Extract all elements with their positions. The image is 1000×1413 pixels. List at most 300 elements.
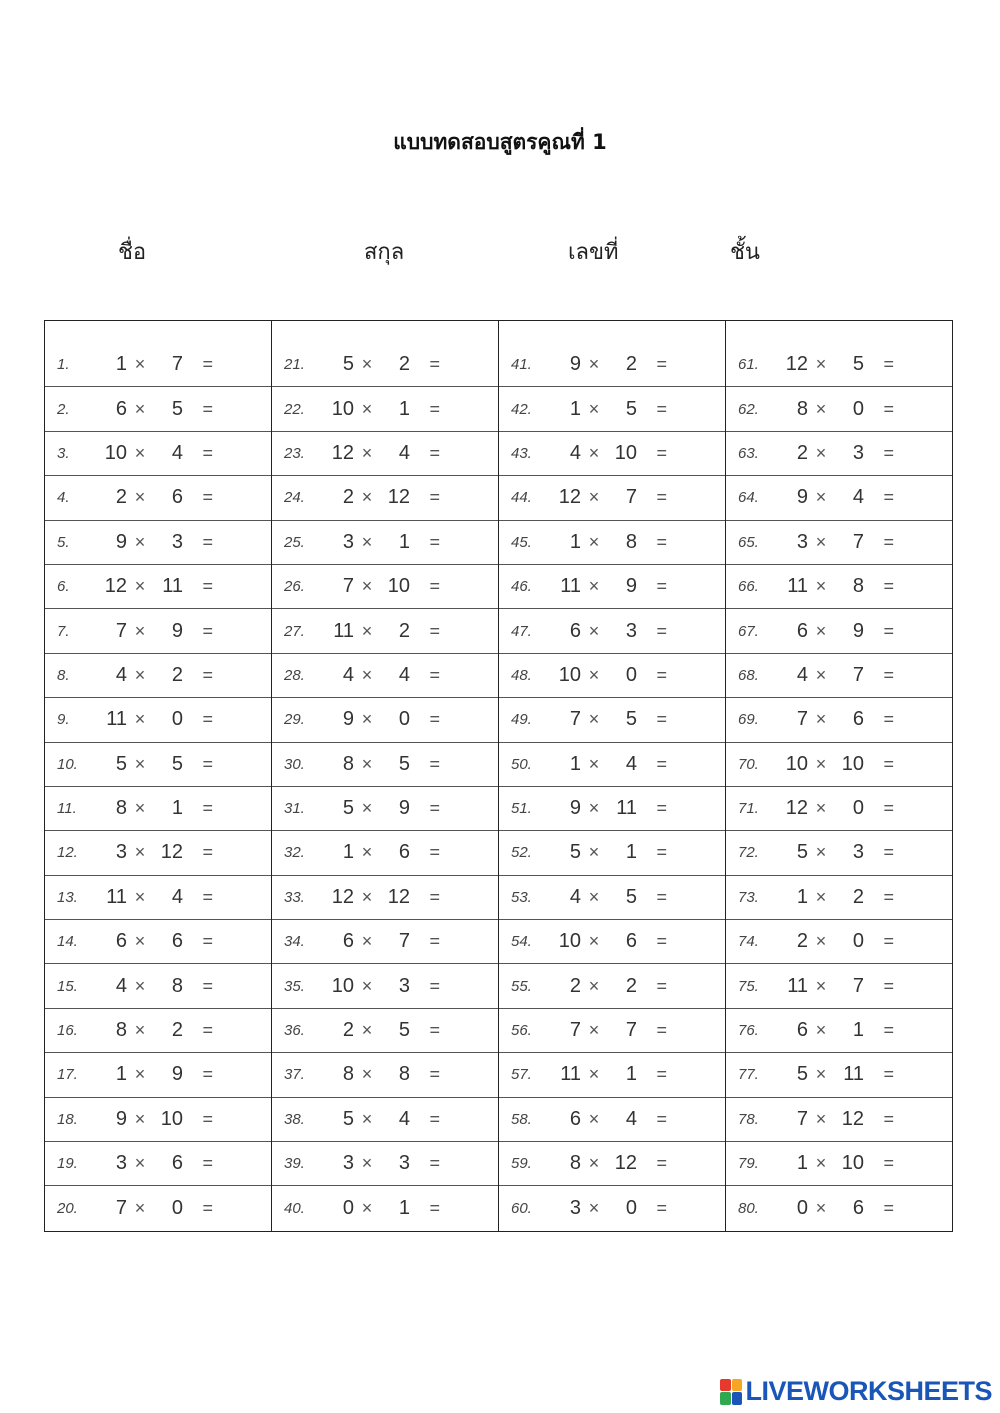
operand-a: 4	[115, 974, 127, 997]
times-sign: ×	[588, 354, 600, 375]
operand-a: 10	[558, 930, 581, 953]
operand-a: 4	[342, 663, 354, 686]
times-sign: ×	[588, 398, 600, 419]
problem-number: 14.	[57, 933, 78, 951]
problem-row	[272, 831, 498, 875]
operand-a: 10	[331, 397, 354, 420]
times-sign: ×	[588, 975, 600, 996]
times-sign: ×	[134, 753, 146, 774]
equals-sign: =	[429, 1020, 440, 1041]
equals-sign: =	[429, 842, 440, 863]
problem-row	[726, 1009, 952, 1053]
operand-a: 0	[796, 1197, 808, 1220]
problem-row	[726, 787, 952, 831]
operand-b: 8	[625, 530, 637, 553]
operand-b: 0	[398, 708, 410, 731]
problem-number: 35.	[284, 977, 305, 995]
times-sign: ×	[361, 975, 373, 996]
operand-b: 10	[841, 752, 864, 775]
problem-number: 21.	[284, 356, 305, 374]
equals-sign: =	[656, 531, 667, 552]
times-sign: ×	[134, 620, 146, 641]
problem-number: 31.	[284, 800, 305, 818]
problem-row	[272, 343, 498, 387]
equals-sign: =	[656, 1064, 667, 1085]
problem-number: 49.	[511, 711, 532, 729]
problem-number: 53.	[511, 888, 532, 906]
operand-a: 2	[569, 974, 581, 997]
operand-a: 5	[342, 1107, 354, 1130]
operand-a: 5	[796, 1063, 808, 1086]
problem-row	[499, 343, 725, 387]
problem-number: 63.	[738, 444, 759, 462]
times-sign: ×	[815, 931, 827, 952]
equals-sign: =	[202, 931, 213, 952]
operand-b: 9	[852, 619, 864, 642]
problem-row	[499, 743, 725, 787]
times-sign: ×	[588, 753, 600, 774]
problem-number: 26.	[284, 578, 305, 596]
problem-number: 78.	[738, 1110, 759, 1128]
operand-a: 11	[560, 575, 581, 598]
problem-row	[45, 521, 271, 565]
times-sign: ×	[815, 1198, 827, 1219]
operand-b: 5	[852, 353, 864, 376]
problem-row	[45, 387, 271, 431]
problem-row	[499, 831, 725, 875]
operand-a: 6	[796, 619, 808, 642]
problem-number: 58.	[511, 1110, 532, 1128]
multiplication-table	[44, 320, 953, 1232]
times-sign: ×	[361, 1064, 373, 1085]
problem-number: 18.	[57, 1110, 78, 1128]
operand-a: 12	[558, 486, 581, 509]
operand-b: 5	[625, 397, 637, 420]
operand-a: 4	[115, 663, 127, 686]
times-sign: ×	[134, 709, 146, 730]
logo-tile	[732, 1392, 743, 1405]
problem-number: 54.	[511, 933, 532, 951]
equals-sign: =	[883, 1020, 894, 1041]
problem-number: 43.	[511, 444, 532, 462]
logo-tile	[720, 1379, 731, 1392]
equals-sign: =	[429, 664, 440, 685]
times-sign: ×	[134, 975, 146, 996]
equals-sign: =	[883, 1064, 894, 1085]
operand-a: 4	[569, 885, 581, 908]
equals-sign: =	[202, 842, 213, 863]
times-sign: ×	[815, 1108, 827, 1129]
problem-row	[272, 609, 498, 653]
operand-b: 2	[171, 663, 183, 686]
times-sign: ×	[361, 1020, 373, 1041]
operand-a: 7	[115, 1197, 127, 1220]
problem-number: 30.	[284, 755, 305, 773]
problem-row	[272, 964, 498, 1008]
equals-sign: =	[202, 442, 213, 463]
operand-a: 3	[342, 530, 354, 553]
operand-b: 1	[398, 1197, 410, 1220]
operand-b: 2	[852, 885, 864, 908]
liveworksheets-brand	[720, 1376, 992, 1407]
problem-number: 41.	[511, 356, 532, 374]
operand-a: 1	[796, 885, 808, 908]
times-sign: ×	[361, 709, 373, 730]
times-sign: ×	[815, 576, 827, 597]
problem-row	[45, 698, 271, 742]
equals-sign: =	[883, 1153, 894, 1174]
operand-b: 4	[398, 441, 410, 464]
operand-b: 0	[171, 1197, 183, 1220]
operand-b: 4	[625, 752, 637, 775]
problem-number: 32.	[284, 844, 305, 862]
equals-sign: =	[883, 931, 894, 952]
equals-sign: =	[883, 753, 894, 774]
problem-row	[499, 1098, 725, 1142]
times-sign: ×	[361, 931, 373, 952]
equals-sign: =	[883, 1198, 894, 1219]
problem-number: 15.	[57, 977, 78, 995]
times-sign: ×	[815, 531, 827, 552]
operand-b: 1	[398, 397, 410, 420]
operand-a: 6	[115, 397, 127, 420]
problem-number: 47.	[511, 622, 532, 640]
equals-sign: =	[883, 576, 894, 597]
operand-b: 7	[625, 1019, 637, 1042]
problem-number: 73.	[738, 888, 759, 906]
operand-b: 4	[852, 486, 864, 509]
operand-a: 5	[342, 353, 354, 376]
times-sign: ×	[815, 1020, 827, 1041]
operand-b: 10	[160, 1107, 183, 1130]
times-sign: ×	[361, 886, 373, 907]
operand-a: 1	[796, 1152, 808, 1175]
problem-row	[726, 831, 952, 875]
times-sign: ×	[815, 442, 827, 463]
operand-b: 8	[398, 1063, 410, 1086]
problem-row	[499, 1142, 725, 1186]
operand-b: 7	[398, 930, 410, 953]
equals-sign: =	[429, 576, 440, 597]
problem-row	[499, 964, 725, 1008]
operand-a: 6	[569, 1107, 581, 1130]
operand-b: 4	[398, 663, 410, 686]
operand-a: 12	[331, 441, 354, 464]
operand-b: 12	[841, 1107, 864, 1130]
problem-number: 33.	[284, 888, 305, 906]
operand-a: 2	[796, 930, 808, 953]
operand-b: 1	[398, 530, 410, 553]
times-sign: ×	[588, 1198, 600, 1219]
times-sign: ×	[361, 354, 373, 375]
operand-b: 7	[852, 663, 864, 686]
problem-row	[272, 787, 498, 831]
equals-sign: =	[429, 531, 440, 552]
operand-a: 5	[796, 841, 808, 864]
operand-a: 10	[331, 974, 354, 997]
times-sign: ×	[815, 753, 827, 774]
operand-a: 1	[115, 1063, 127, 1086]
problem-number: 48.	[511, 666, 532, 684]
times-sign: ×	[134, 398, 146, 419]
problem-number: 74.	[738, 933, 759, 951]
times-sign: ×	[134, 354, 146, 375]
equals-sign: =	[429, 620, 440, 641]
problem-row	[45, 964, 271, 1008]
problem-row	[499, 876, 725, 920]
equals-sign: =	[429, 753, 440, 774]
equals-sign: =	[656, 842, 667, 863]
times-sign: ×	[588, 576, 600, 597]
problem-number: 22.	[284, 400, 305, 418]
problem-number: 16.	[57, 1022, 78, 1040]
problem-row	[499, 521, 725, 565]
times-sign: ×	[588, 1064, 600, 1085]
times-sign: ×	[134, 664, 146, 685]
problem-row	[499, 387, 725, 431]
operand-a: 7	[569, 1019, 581, 1042]
problem-row	[45, 787, 271, 831]
operand-b: 2	[398, 619, 410, 642]
problem-number: 46.	[511, 578, 532, 596]
operand-b: 9	[398, 797, 410, 820]
problem-row	[726, 565, 952, 609]
times-sign: ×	[134, 886, 146, 907]
equals-sign: =	[883, 664, 894, 685]
equals-sign: =	[429, 354, 440, 375]
problem-row	[45, 565, 271, 609]
times-sign: ×	[815, 398, 827, 419]
problem-number: 80.	[738, 1200, 759, 1218]
operand-b: 11	[843, 1063, 864, 1086]
times-sign: ×	[134, 931, 146, 952]
times-sign: ×	[588, 1020, 600, 1041]
times-sign: ×	[361, 1108, 373, 1129]
problem-row	[499, 1186, 725, 1230]
problem-row	[726, 521, 952, 565]
times-sign: ×	[588, 1153, 600, 1174]
equals-sign: =	[202, 1020, 213, 1041]
times-sign: ×	[815, 620, 827, 641]
operand-a: 12	[104, 575, 127, 598]
operand-a: 9	[796, 486, 808, 509]
times-sign: ×	[588, 798, 600, 819]
problem-number: 29.	[284, 711, 305, 729]
operand-b: 12	[160, 841, 183, 864]
problem-row	[45, 831, 271, 875]
equals-sign: =	[429, 975, 440, 996]
problem-number: 20.	[57, 1200, 78, 1218]
times-sign: ×	[134, 442, 146, 463]
equals-sign: =	[429, 398, 440, 419]
problem-number: 57.	[511, 1066, 532, 1084]
equals-sign: =	[656, 798, 667, 819]
operand-b: 12	[387, 885, 410, 908]
problem-number: 8.	[57, 666, 70, 684]
times-sign: ×	[815, 886, 827, 907]
problem-row	[726, 1186, 952, 1230]
operand-b: 1	[625, 1063, 637, 1086]
equals-sign: =	[429, 1198, 440, 1219]
operand-a: 2	[342, 1019, 354, 1042]
operand-a: 9	[115, 530, 127, 553]
problem-number: 17.	[57, 1066, 78, 1084]
operand-a: 8	[569, 1152, 581, 1175]
problem-row	[726, 920, 952, 964]
problem-row	[272, 1098, 498, 1142]
problem-column	[726, 321, 952, 1231]
equals-sign: =	[656, 753, 667, 774]
operand-b: 4	[171, 441, 183, 464]
problem-row	[726, 876, 952, 920]
operand-a: 6	[342, 930, 354, 953]
operand-a: 5	[115, 752, 127, 775]
operand-a: 1	[342, 841, 354, 864]
page-title: แบบทดสอบสูตรคูณที่ 1	[393, 130, 607, 154]
liveworksheets-logo-icon	[720, 1379, 742, 1405]
problem-row	[499, 476, 725, 520]
problem-row	[726, 476, 952, 520]
operand-b: 5	[398, 752, 410, 775]
operand-b: 10	[387, 575, 410, 598]
problem-number: 9.	[57, 711, 70, 729]
times-sign: ×	[361, 620, 373, 641]
equals-sign: =	[429, 1064, 440, 1085]
problem-number: 76.	[738, 1022, 759, 1040]
problem-number: 38.	[284, 1110, 305, 1128]
problem-row	[45, 343, 271, 387]
operand-b: 11	[616, 797, 637, 820]
operand-a: 7	[796, 708, 808, 731]
operand-b: 9	[171, 1063, 183, 1086]
equals-sign: =	[656, 931, 667, 952]
operand-b: 10	[841, 1152, 864, 1175]
operand-b: 7	[171, 353, 183, 376]
problem-number: 59.	[511, 1155, 532, 1173]
operand-b: 0	[625, 1197, 637, 1220]
times-sign: ×	[361, 753, 373, 774]
equals-sign: =	[202, 531, 213, 552]
problem-row	[272, 565, 498, 609]
equals-sign: =	[202, 709, 213, 730]
problem-number: 39.	[284, 1155, 305, 1173]
operand-b: 5	[398, 1019, 410, 1042]
operand-b: 8	[852, 575, 864, 598]
times-sign: ×	[134, 576, 146, 597]
problem-row	[45, 743, 271, 787]
equals-sign: =	[429, 1108, 440, 1129]
problem-number: 10.	[57, 755, 78, 773]
operand-b: 0	[852, 797, 864, 820]
operand-a: 6	[796, 1019, 808, 1042]
equals-sign: =	[883, 398, 894, 419]
operand-a: 12	[331, 885, 354, 908]
equals-sign: =	[883, 531, 894, 552]
times-sign: ×	[134, 531, 146, 552]
problem-row	[272, 476, 498, 520]
equals-sign: =	[656, 1108, 667, 1129]
operand-a: 1	[115, 353, 127, 376]
problem-number: 36.	[284, 1022, 305, 1040]
equals-sign: =	[656, 1020, 667, 1041]
surname-label: สกุล	[364, 240, 405, 265]
problem-row	[45, 1053, 271, 1097]
times-sign: ×	[588, 620, 600, 641]
problem-number: 77.	[738, 1066, 759, 1084]
problem-row	[499, 432, 725, 476]
operand-a: 11	[106, 885, 127, 908]
operand-a: 1	[569, 397, 581, 420]
problem-row	[45, 1186, 271, 1230]
operand-b: 0	[625, 663, 637, 686]
problem-row	[726, 343, 952, 387]
operand-a: 11	[106, 708, 127, 731]
name-label: ชื่อ	[118, 240, 147, 265]
problem-row	[45, 609, 271, 653]
operand-a: 9	[569, 353, 581, 376]
times-sign: ×	[134, 842, 146, 863]
problem-row	[45, 1009, 271, 1053]
equals-sign: =	[429, 931, 440, 952]
problem-number: 1.	[57, 356, 70, 374]
times-sign: ×	[815, 1064, 827, 1085]
operand-b: 5	[625, 885, 637, 908]
problem-row	[726, 1098, 952, 1142]
operand-a: 3	[342, 1152, 354, 1175]
equals-sign: =	[202, 753, 213, 774]
logo-tile	[720, 1392, 731, 1405]
operand-b: 3	[852, 841, 864, 864]
times-sign: ×	[815, 664, 827, 685]
problem-number: 6.	[57, 578, 70, 596]
operand-b: 1	[625, 841, 637, 864]
problem-number: 3.	[57, 444, 70, 462]
times-sign: ×	[588, 664, 600, 685]
equals-sign: =	[883, 798, 894, 819]
problem-number: 34.	[284, 933, 305, 951]
operand-a: 6	[115, 930, 127, 953]
problem-number: 24.	[284, 489, 305, 507]
times-sign: ×	[588, 886, 600, 907]
operand-b: 1	[171, 797, 183, 820]
operand-a: 5	[569, 841, 581, 864]
problem-number: 40.	[284, 1200, 305, 1218]
operand-b: 6	[625, 930, 637, 953]
equals-sign: =	[883, 354, 894, 375]
times-sign: ×	[361, 398, 373, 419]
times-sign: ×	[588, 442, 600, 463]
equals-sign: =	[656, 354, 667, 375]
equals-sign: =	[656, 886, 667, 907]
equals-sign: =	[202, 487, 213, 508]
equals-sign: =	[656, 664, 667, 685]
equals-sign: =	[429, 442, 440, 463]
problem-column	[45, 321, 272, 1231]
equals-sign: =	[883, 442, 894, 463]
equals-sign: =	[202, 1153, 213, 1174]
problem-row	[272, 387, 498, 431]
equals-sign: =	[883, 487, 894, 508]
problem-number: 66.	[738, 578, 759, 596]
problem-number: 37.	[284, 1066, 305, 1084]
operand-a: 2	[115, 486, 127, 509]
problem-number: 45.	[511, 533, 532, 551]
equals-sign: =	[883, 709, 894, 730]
problem-row	[272, 654, 498, 698]
problem-row	[726, 698, 952, 742]
operand-a: 10	[558, 663, 581, 686]
operand-b: 4	[398, 1107, 410, 1130]
